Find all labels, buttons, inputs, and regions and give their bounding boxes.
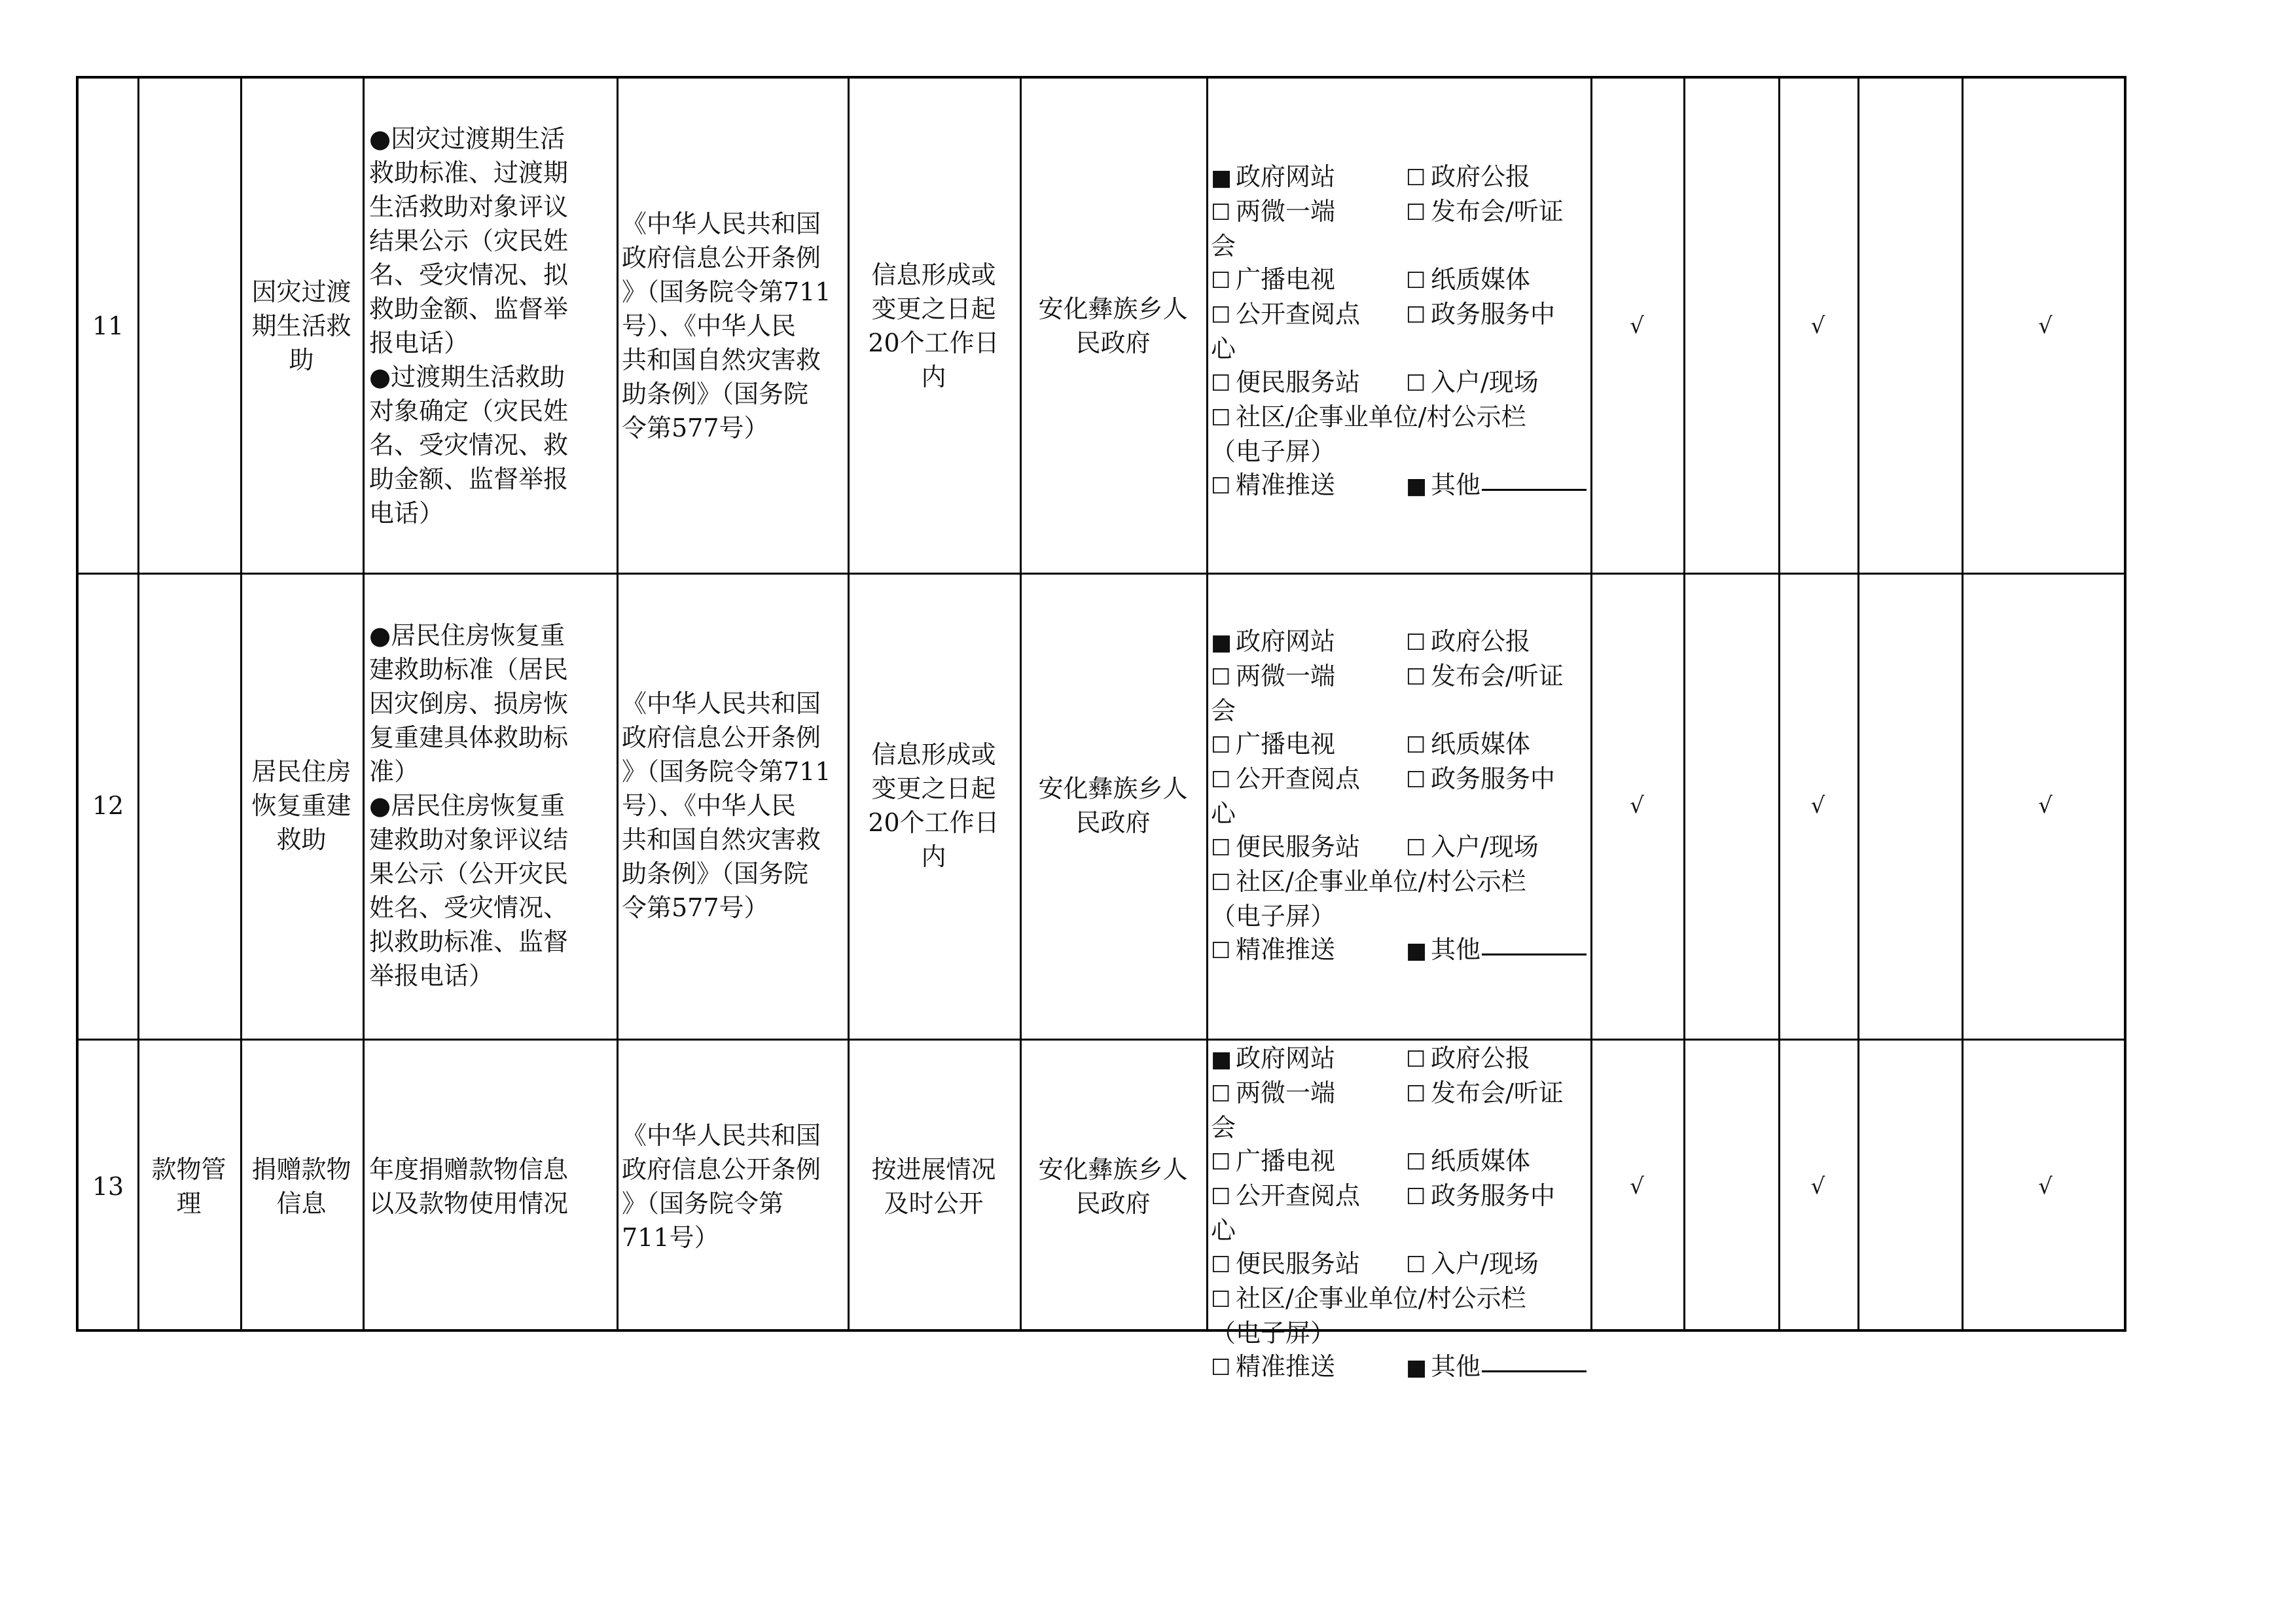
- channel-label: 公开查阅点: [1236, 764, 1361, 793]
- channel-label: 发布会/听证: [1431, 1079, 1564, 1107]
- channel-label: 其他: [1431, 1352, 1481, 1381]
- content-cell: [363, 79, 617, 573]
- mark-cell: [1683, 1039, 1778, 1334]
- mark-cell: [1590, 79, 1683, 573]
- check-mark-icon: √: [2038, 1173, 2053, 1200]
- channel-label: 精准推送: [1236, 1352, 1336, 1381]
- checkbox-icon: ☐: [1211, 664, 1231, 690]
- channel-label: 公开查阅点: [1236, 1181, 1361, 1210]
- blank-underline: [1482, 489, 1587, 491]
- checked-box-icon: ■: [1406, 1355, 1427, 1381]
- mark-cell: [1857, 1039, 1962, 1334]
- blank-underline: [1482, 954, 1587, 955]
- channel-label: 社区/企事业单位/村公示栏: [1236, 402, 1526, 431]
- channel-label: 广播电视: [1236, 265, 1336, 294]
- checked-box-icon: ■: [1211, 165, 1232, 191]
- channel-label: 便民服务站: [1236, 368, 1361, 397]
- channel-label: 其他: [1431, 935, 1481, 964]
- subject-text: 安化彝族乡人 民政府: [1038, 294, 1188, 357]
- content-text: ●居民住房恢复重 建救助标准（居民 因灾倒房、损房恢 复重建具体救助标 准） ●居民住房恢复重 建救助对象评议结 果公示（公开灾民 姓名、受灾情况、 拟救助标准、监督 举报电话）: [369, 621, 569, 990]
- checkbox-icon: ☐: [1211, 1252, 1231, 1278]
- channel-label: 入户/现场: [1431, 368, 1539, 397]
- checkbox-icon: ☐: [1211, 370, 1231, 397]
- checkbox-icon: ☐: [1211, 1287, 1231, 1313]
- checkbox-icon: ☐: [1406, 835, 1426, 861]
- time-limit-cell: [848, 573, 1020, 1039]
- checked-box-icon: ■: [1406, 938, 1427, 964]
- mark-cell: [1683, 573, 1778, 1039]
- basis-cell: [617, 1039, 848, 1334]
- checkbox-icon: ☐: [1406, 1046, 1426, 1073]
- row-number: 12: [92, 791, 124, 820]
- checkbox-icon: ☐: [1406, 1149, 1426, 1175]
- mark-cell: [1683, 79, 1778, 573]
- channel-label: 公开查阅点: [1236, 300, 1361, 329]
- subject-cell: [1020, 573, 1206, 1039]
- channel-label: 精准推送: [1236, 935, 1336, 964]
- channel-label: 政府网站: [1236, 162, 1336, 191]
- subject-cell: [1020, 79, 1206, 573]
- time-limit-cell: [848, 1039, 1020, 1334]
- channel-label: 精准推送: [1236, 471, 1336, 499]
- checkbox-icon: ☐: [1211, 938, 1231, 964]
- check-mark-icon: √: [2038, 312, 2053, 339]
- checkbox-icon: ☐: [1211, 1355, 1231, 1381]
- channel-label: 社区/企事业单位/村公示栏: [1236, 1284, 1526, 1313]
- row-number: 13: [92, 1172, 124, 1201]
- checkbox-icon: ☐: [1211, 405, 1231, 431]
- checkbox-icon: ☐: [1211, 200, 1231, 226]
- checkbox-icon: ☐: [1211, 1081, 1231, 1107]
- basis-cell: [617, 573, 848, 1039]
- col-divider: [1206, 79, 1208, 1329]
- mark-cell: [1857, 79, 1962, 573]
- content-cell: [363, 573, 617, 1039]
- basis-text: 《中华人民共和国 政府信息公开条例 》（国务院令第 711号）: [622, 1121, 821, 1252]
- mark-cell: [1962, 573, 2129, 1039]
- checkbox-icon: ☐: [1406, 165, 1426, 191]
- item-text: 捐赠款物 信息: [251, 1155, 351, 1218]
- checkbox-icon: ☐: [1211, 1149, 1231, 1175]
- time-limit-text: 信息形成或 变更之日起 20个工作日 内: [868, 260, 999, 391]
- category-text: 款物管 理: [151, 1155, 226, 1218]
- channel-label: 两微一端: [1236, 197, 1336, 226]
- table-row: [79, 573, 137, 1039]
- channels-list: [1211, 625, 1590, 968]
- row-number: 11: [92, 311, 124, 340]
- channel-label-wrap: 会: [1211, 1113, 1236, 1142]
- basis-text: 《中华人民共和国 政府信息公开条例 》（国务院令第711 号）、《中华人民 共和国自然灾害救 助条例》（国务院 令第577号）: [622, 689, 831, 922]
- mark-cell: [1962, 1039, 2129, 1334]
- channel-label-wrap: 心: [1211, 1216, 1236, 1245]
- time-limit-text: 信息形成或 变更之日起 20个工作日 内: [868, 740, 999, 871]
- category-cell: [137, 573, 240, 1039]
- channel-label: 纸质媒体: [1431, 730, 1531, 758]
- channel-label: 广播电视: [1236, 1147, 1336, 1175]
- disclosure-table: [76, 76, 2126, 1381]
- channel-label: 发布会/听证: [1431, 197, 1564, 226]
- checkbox-icon: ☐: [1211, 835, 1231, 861]
- blank-underline: [1482, 1370, 1587, 1372]
- channel-label: 政府公报: [1431, 627, 1531, 656]
- channel-label: 入户/现场: [1431, 832, 1539, 861]
- channels-list: [1211, 1042, 1590, 1385]
- channel-label: 社区/企事业单位/村公示栏: [1236, 867, 1526, 896]
- item-cell: [240, 1039, 363, 1334]
- subject-text: 安化彝族乡人 民政府: [1038, 774, 1188, 837]
- checkbox-icon: ☐: [1406, 664, 1426, 690]
- channels-list: [1211, 160, 1590, 503]
- checkbox-icon: ☐: [1211, 268, 1231, 294]
- checkbox-icon: ☐: [1211, 767, 1231, 793]
- channel-label-wrap: （电子屏）: [1211, 902, 1336, 931]
- check-mark-icon: √: [1810, 312, 1825, 339]
- channel-label: 便民服务站: [1236, 1249, 1361, 1278]
- table-row: [79, 1039, 137, 1334]
- mark-cell: [1590, 1039, 1683, 1334]
- channel-label: 便民服务站: [1236, 832, 1361, 861]
- channel-label: 纸质媒体: [1431, 1147, 1531, 1175]
- channel-label: 政府网站: [1236, 1044, 1336, 1073]
- checkbox-icon: ☐: [1211, 473, 1231, 499]
- mark-cell: [1778, 1039, 1857, 1334]
- mark-cell: [1857, 573, 1962, 1039]
- mark-cell: [1590, 573, 1683, 1039]
- content-cell: [363, 1039, 617, 1334]
- mark-cell: [1962, 79, 2129, 573]
- item-cell: [240, 573, 363, 1039]
- table-row: [79, 79, 137, 573]
- channel-label: 政府公报: [1431, 1044, 1531, 1073]
- checkbox-icon: ☐: [1406, 1184, 1426, 1210]
- channel-label: 入户/现场: [1431, 1249, 1539, 1278]
- checkbox-icon: ☐: [1406, 732, 1426, 758]
- check-mark-icon: √: [1630, 312, 1644, 339]
- checkbox-icon: ☐: [1406, 370, 1426, 397]
- channel-label: 其他: [1431, 471, 1481, 499]
- mark-cell: [1778, 573, 1857, 1039]
- check-mark-icon: √: [1810, 793, 1825, 819]
- checkbox-icon: ☐: [1406, 630, 1426, 656]
- channel-label-wrap: （电子屏）: [1211, 1319, 1336, 1347]
- channel-label: 政务服务中: [1431, 300, 1556, 329]
- checkbox-icon: ☐: [1406, 767, 1426, 793]
- category-cell: [137, 1039, 240, 1334]
- channel-label: 政务服务中: [1431, 764, 1556, 793]
- channel-label: 两微一端: [1236, 1079, 1336, 1107]
- checked-box-icon: ■: [1211, 630, 1232, 656]
- basis-text: 《中华人民共和国 政府信息公开条例 》（国务院令第711 号）、《中华人民 共和国自然灾害救 助条例》（国务院 令第577号）: [622, 209, 831, 442]
- checkbox-icon: ☐: [1406, 1081, 1426, 1107]
- channel-label-wrap: （电子屏）: [1211, 437, 1336, 466]
- check-mark-icon: √: [2038, 793, 2053, 819]
- checkbox-icon: ☐: [1211, 302, 1231, 329]
- item-text: 居民住房 恢复重建 救助: [251, 757, 351, 854]
- channel-label: 政务服务中: [1431, 1181, 1556, 1210]
- check-mark-icon: √: [1810, 1173, 1825, 1200]
- subject-text: 安化彝族乡人 民政府: [1038, 1155, 1188, 1218]
- mark-cell: [1778, 79, 1857, 573]
- check-mark-icon: √: [1630, 793, 1644, 819]
- item-cell: [240, 79, 363, 573]
- channel-label-wrap: 心: [1211, 799, 1236, 828]
- category-cell: [137, 79, 240, 573]
- channel-label: 广播电视: [1236, 730, 1336, 758]
- time-limit-cell: [848, 79, 1020, 573]
- checked-box-icon: ■: [1211, 1046, 1232, 1073]
- subject-cell: [1020, 1039, 1206, 1334]
- channel-label: 政府公报: [1431, 162, 1531, 191]
- basis-cell: [617, 79, 848, 573]
- content-text: 年度捐赠款物信息 以及款物使用情况: [369, 1155, 569, 1218]
- checked-box-icon: ■: [1406, 473, 1427, 499]
- time-limit-text: 按进展情况 及时公开: [871, 1155, 996, 1218]
- checkbox-icon: ☐: [1211, 870, 1231, 896]
- channel-label: 纸质媒体: [1431, 265, 1531, 294]
- checkbox-icon: ☐: [1211, 732, 1231, 758]
- checkbox-icon: ☐: [1406, 200, 1426, 226]
- checkbox-icon: ☐: [1406, 268, 1426, 294]
- item-text: 因灾过渡 期生活救 助: [251, 277, 351, 374]
- channel-label: 政府网站: [1236, 627, 1336, 656]
- checkbox-icon: ☐: [1406, 1252, 1426, 1278]
- channel-label-wrap: 会: [1211, 696, 1236, 725]
- channel-label: 两微一端: [1236, 662, 1336, 690]
- channel-label: 发布会/听证: [1431, 662, 1564, 690]
- checkbox-icon: ☐: [1211, 1184, 1231, 1210]
- channel-label-wrap: 心: [1211, 334, 1236, 363]
- checkbox-icon: ☐: [1406, 302, 1426, 329]
- content-text: ●因灾过渡期生活 救助标准、过渡期 生活救助对象评议 结果公示（灾民姓 名、受灾情况、拟 救助金额、监督举 报电话） ●过渡期生活救助 对象确定（灾民姓 名、受灾情况、救 助金额、监督举报 电话）: [369, 124, 569, 527]
- check-mark-icon: √: [1630, 1173, 1644, 1200]
- channel-label-wrap: 会: [1211, 232, 1236, 260]
